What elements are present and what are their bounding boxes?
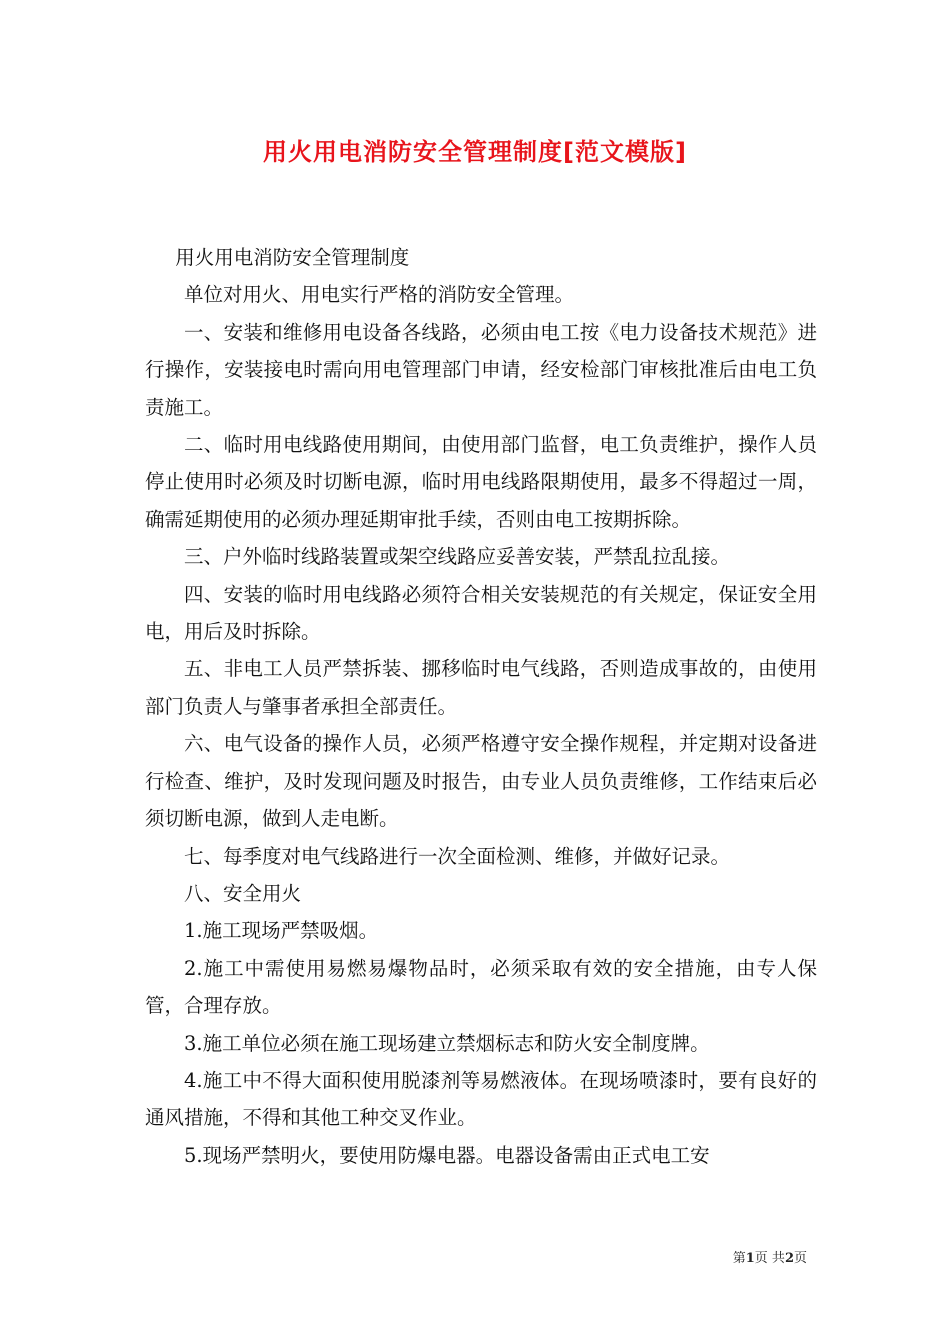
- paragraph: 2.施工中需使用易燃易爆物品时，必须采取有效的安全措施，由专人保管，合理存放。: [145, 956, 817, 1018]
- paragraph: 5.现场严禁明火，要使用防爆电器。电器设备需由正式电工安: [184, 1143, 710, 1167]
- paragraph: 一、安装和维修用电设备各线路，必须由电工按《电力设备技术规范》进行操作，安装接电时需向用电管理部门申请，经安检部门审核批准后由电工负责施工。: [145, 320, 817, 419]
- total-page-count: 2: [784, 1251, 794, 1266]
- paragraph: 1.施工现场严禁吸烟。: [184, 919, 379, 943]
- paragraph: 三、户外临时线路装置或架空线路应妥善安装，严禁乱拉乱接。: [184, 545, 731, 569]
- footer-prefix: 第: [732, 1251, 746, 1266]
- page-number-footer: [733, 1247, 807, 1266]
- document-body: [145, 239, 817, 1174]
- current-page-number: 1: [745, 1251, 755, 1266]
- document-subtitle: 用火用电消防安全管理制度: [175, 246, 410, 269]
- footer-suffix: 页: [793, 1251, 807, 1266]
- paragraph: 六、电气设备的操作人员，必须严格遵守安全操作规程，并定期对设备进行检查、维护，及时发现问题及时报告，由专业人员负责维修，工作结束后必须切断电源，做到人走电断。: [145, 732, 817, 831]
- paragraph: 3.施工单位必须在施工现场建立禁烟标志和防火安全制度牌。: [184, 1031, 710, 1055]
- footer-middle: 页 共: [754, 1251, 785, 1266]
- paragraph: 八、安全用火: [184, 881, 302, 905]
- paragraph: 四、安装的临时用电线路必须符合相关安装规范的有关规定，保证安全用电，用后及时拆除。: [145, 582, 817, 644]
- paragraph: 五、非电工人员严禁拆装、挪移临时电气线路，否则造成事故的，由使用部门负责人与肇事者承担全部责任。: [145, 657, 817, 718]
- document-title: 用火用电消防安全管理制度[范文模版]: [263, 138, 687, 166]
- paragraph: 二、临时用电线路使用期间，由使用部门监督，电工负责维护，操作人员停止使用时必须及时切断电源，临时用电线路限期使用，最多不得超过一周，确需延期使用的必须办理延期审批手续，否则由电工按期拆除。: [145, 433, 817, 531]
- paragraph: 七、每季度对电气线路进行一次全面检测、维修，并做好记录。: [184, 844, 731, 868]
- paragraph: 4.施工中不得大面积使用脱漆剂等易燃液体。在现场喷漆时，要有良好的通风措施，不得和其他工种交叉作业。: [145, 1068, 817, 1130]
- paragraph: 单位对用火、用电实行严格的消防安全管理。: [184, 283, 575, 307]
